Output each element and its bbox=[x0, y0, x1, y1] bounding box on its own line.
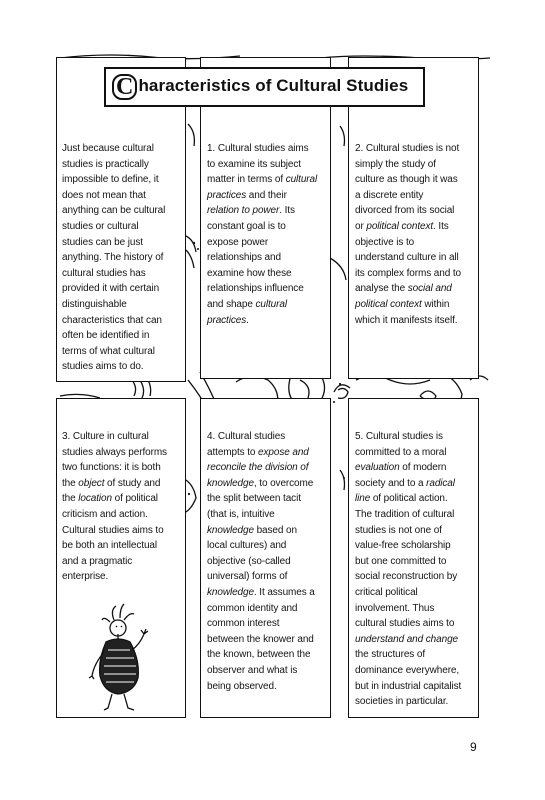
panel-4-line: common identity and bbox=[207, 602, 298, 614]
panel-5-line: committed to a moral bbox=[355, 446, 447, 458]
panel-5-line: but in industrial capitalist bbox=[355, 680, 462, 692]
panel-0-line: often be identified in bbox=[62, 330, 150, 342]
panel-2-line: or political context. Its bbox=[355, 220, 449, 232]
panel-0-line: terms of what cultural bbox=[62, 345, 155, 357]
panel-5-line: value-free scholarship bbox=[355, 540, 451, 552]
panel-4-line: 4. Cultural studies bbox=[207, 431, 286, 442]
panel-1-line: and shape cultural bbox=[207, 298, 287, 310]
panel-3-line: Cultural studies aims to bbox=[62, 524, 164, 536]
panel-2-line: simply the study of bbox=[355, 158, 436, 170]
panel-5-line: line of political action. bbox=[355, 493, 448, 505]
panel-3-line: enterprise. bbox=[62, 571, 109, 583]
panel-2-text bbox=[355, 141, 479, 328]
panel-4-line: attempts to expose and bbox=[207, 446, 309, 458]
panel-4-line: local cultures) and bbox=[207, 540, 287, 552]
panel-3-line: 3. Culture in cultural bbox=[62, 431, 149, 442]
panel-1-text bbox=[207, 141, 331, 328]
panel-2-line: divorced from its social bbox=[355, 205, 455, 217]
panel-4-line: knowledge, to overcome bbox=[207, 477, 314, 489]
panel-2-line: a discrete entity bbox=[355, 189, 424, 201]
panel-0-line: anything. The history of bbox=[62, 252, 164, 264]
panel-1-line: examine how these bbox=[207, 267, 292, 279]
panel-3-text bbox=[62, 429, 184, 585]
panel-4-line: common interest bbox=[207, 618, 280, 630]
panel-4-line: observer and what is bbox=[207, 664, 298, 676]
panel-0-line: distinguishable bbox=[62, 298, 127, 310]
panel-1-line: practices. bbox=[207, 314, 249, 326]
panel-2-line: objective is to bbox=[355, 236, 415, 248]
panel-0-line: impossible to define, it bbox=[62, 174, 159, 186]
panel-5-line: society and to a radical bbox=[355, 477, 455, 489]
panel-5-line: societies in particular. bbox=[355, 696, 449, 708]
page-title bbox=[104, 67, 425, 107]
panel-1-line: relationships and bbox=[207, 252, 281, 264]
panel-0-line: studies can be just bbox=[62, 236, 143, 248]
panel-0-line: Just because cultural bbox=[62, 143, 154, 154]
panel-1-line: matter in terms of cultural bbox=[207, 174, 318, 186]
panel-intro-text bbox=[62, 141, 184, 375]
panel-1-line: 1. Cultural studies aims bbox=[207, 143, 309, 154]
title-drop-cap: C bbox=[112, 74, 137, 100]
panel-4-text bbox=[207, 429, 331, 694]
panel-3-line: the object of study and bbox=[62, 477, 161, 489]
panel-5-line: involvement. Thus bbox=[355, 602, 435, 614]
title-rest: haracteristics of Cultural Studies bbox=[138, 76, 409, 95]
panel-4-line: objective (so-called bbox=[207, 555, 291, 567]
panel-1-line: constant goal is to bbox=[207, 220, 286, 232]
panel-4-line: reconcile the division of bbox=[207, 462, 309, 474]
panel-5-line: The tradition of cultural bbox=[355, 508, 455, 520]
panel-5-line: but one committed to bbox=[355, 555, 447, 567]
panel-2-line: understand culture in all bbox=[355, 252, 459, 264]
panel-5-line: evaluation of modern bbox=[355, 462, 447, 474]
panel-1-line: practices and their bbox=[207, 189, 287, 201]
panel-5-line: cultural studies aims to bbox=[355, 618, 455, 630]
panel-0-line: does not mean that bbox=[62, 189, 146, 201]
panel-1-line: expose power bbox=[207, 236, 269, 248]
panel-5-line: social reconstruction by bbox=[355, 571, 458, 583]
panel-4-line: the known, between the bbox=[207, 649, 311, 661]
panel-3-line: studies always performs bbox=[62, 446, 167, 458]
panel-5-line: studies is not one of bbox=[355, 524, 442, 536]
panel-4-line: knowledge. It assumes a bbox=[207, 586, 315, 598]
panel-4-line: the split between tacit bbox=[207, 493, 301, 505]
panel-2-line: its complex forms and to bbox=[355, 267, 461, 279]
panel-2-line: culture as though it was bbox=[355, 174, 458, 186]
panel-1-line: to examine its subject bbox=[207, 158, 301, 170]
panel-0-line: studies is practically bbox=[62, 158, 149, 170]
panel-2-line: which it manifests itself. bbox=[355, 314, 458, 326]
panel-5-text bbox=[355, 429, 479, 710]
panel-3-line: criticism and action. bbox=[62, 508, 148, 520]
panel-5-line: dominance everywhere, bbox=[355, 664, 460, 676]
panel-1-line: relationships influence bbox=[207, 283, 304, 295]
panel-4-line: universal) forms of bbox=[207, 571, 288, 583]
title-text bbox=[112, 74, 408, 100]
panel-2-line: 2. Cultural studies is not bbox=[355, 143, 460, 154]
panel-4-line: being observed. bbox=[207, 680, 277, 692]
panel-0-line: characteristics that can bbox=[62, 314, 162, 326]
panel-0-line: provided it with certain bbox=[62, 283, 160, 295]
cartoon-figure bbox=[80, 600, 160, 715]
panel-0-line: cultural studies has bbox=[62, 267, 146, 279]
panel-4-line: knowledge based on bbox=[207, 524, 297, 536]
panel-5-line: critical political bbox=[355, 586, 418, 598]
panel-0-line: studies aims to do. bbox=[62, 361, 144, 373]
page-number: 9 bbox=[470, 740, 477, 754]
panel-4-line: between the knower and bbox=[207, 633, 314, 645]
panel-3-line: be both an intellectual bbox=[62, 540, 157, 552]
panel-0-line: studies or cultural bbox=[62, 220, 139, 232]
panel-3-line: two functions: it is both bbox=[62, 462, 161, 474]
panel-5-line: 5. Cultural studies is bbox=[355, 431, 443, 442]
panel-4-line: (that is, intuitive bbox=[207, 508, 275, 520]
panel-5-line: the structures of bbox=[355, 649, 425, 661]
panel-3-line: the location of political bbox=[62, 493, 158, 505]
panel-3-line: and a pragmatic bbox=[62, 555, 133, 567]
panel-1-line: relation to power. Its bbox=[207, 205, 295, 217]
panel-2-line: analyse the social and bbox=[355, 283, 452, 295]
panel-0-line: anything can be cultural bbox=[62, 205, 166, 217]
panel-5-line: understand and change bbox=[355, 633, 458, 645]
panel-2-line: political context within bbox=[355, 298, 450, 310]
